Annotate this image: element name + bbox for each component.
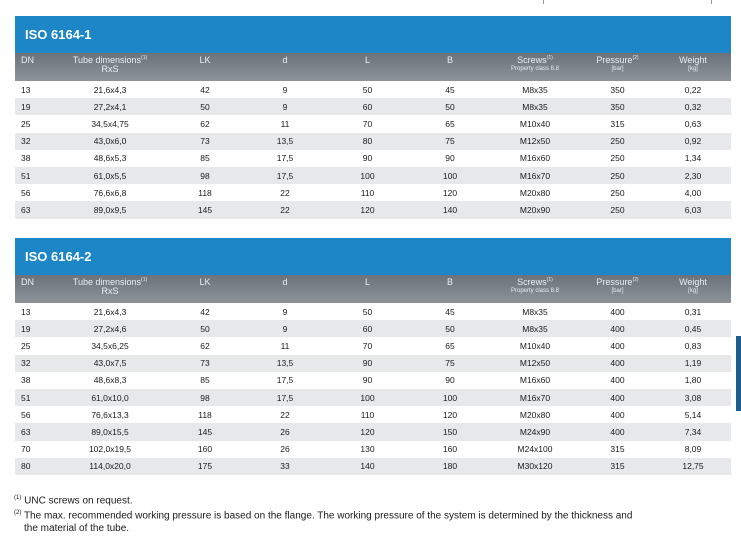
table-cell: 315 xyxy=(610,461,625,472)
table-cell: 61,0x5,5 xyxy=(93,170,127,181)
table-cell: 50 xyxy=(200,101,210,112)
table-cell: 90 xyxy=(362,375,373,386)
table-cell: 50 xyxy=(362,84,373,95)
column-header xyxy=(410,53,490,81)
table-cell: 38 xyxy=(21,375,31,386)
table-cell: 400 xyxy=(610,392,625,403)
table-cell: M24x100 xyxy=(517,444,553,455)
table-cell: 22 xyxy=(280,204,290,215)
top-tick-1 xyxy=(543,0,544,4)
table-cell: 13,5 xyxy=(276,136,294,147)
table-row xyxy=(15,337,731,354)
table-cell: 110 xyxy=(360,187,375,198)
table-cell: 51 xyxy=(21,170,31,181)
table-cell: 400 xyxy=(610,340,625,351)
column-header-unit: Property class 8.8 xyxy=(510,288,560,294)
table-cell: 120 xyxy=(442,187,458,198)
table-cell: M12x50 xyxy=(519,358,551,369)
table-cell: 140 xyxy=(442,204,458,215)
footnote-2-mark: (2) xyxy=(14,510,22,517)
table-row xyxy=(15,406,731,423)
table-cell: 42 xyxy=(200,306,210,317)
column-header-label: Screws xyxy=(517,55,547,65)
table-row xyxy=(15,115,731,132)
table-cell: 13,5 xyxy=(276,358,294,369)
footnote-mark: (2) xyxy=(632,55,639,61)
column-header-label: d xyxy=(282,55,288,65)
table-cell: 118 xyxy=(198,409,212,420)
table-cell: 75 xyxy=(445,358,455,369)
table-cell: 0,63 xyxy=(684,118,702,129)
footnote-2-text: The max. recommended working pressure is based on the flange. The working pressure of the system is determined by the thickness and xyxy=(23,510,633,522)
column-header xyxy=(55,53,165,81)
footnote-1 xyxy=(14,492,729,507)
table-cell: 17,5 xyxy=(276,170,294,181)
table-cell: 315 xyxy=(610,118,625,129)
table-cell: 8,09 xyxy=(684,444,702,455)
column-header xyxy=(15,53,55,81)
table-cell: 175 xyxy=(197,461,213,472)
table-cell: 250 xyxy=(610,170,625,181)
table-cell: 250 xyxy=(610,204,625,215)
table-cell: 70 xyxy=(362,118,373,129)
table-cell: 80 xyxy=(21,461,31,472)
column-header-label: Tube dimensions xyxy=(72,55,142,65)
table-cell: 0,22 xyxy=(684,84,702,95)
table-cell: 33 xyxy=(280,461,290,472)
column-header-unit: Property class 8.8 xyxy=(510,66,560,72)
table-cell: M16x60 xyxy=(519,153,551,164)
table-row xyxy=(15,98,731,115)
table-row xyxy=(15,355,731,372)
column-header-unit: [bar] xyxy=(611,288,624,294)
column-header-unit: [kg] xyxy=(688,288,698,294)
column-header xyxy=(580,53,655,81)
table-cell: 315 xyxy=(610,444,625,455)
column-header-label: B xyxy=(446,55,453,65)
table-cell: 130 xyxy=(360,444,375,455)
spec-table xyxy=(15,275,731,475)
table-cell: 9 xyxy=(282,306,288,317)
table-row xyxy=(15,133,731,150)
table-cell: 42 xyxy=(200,84,210,95)
column-header xyxy=(580,275,655,303)
table-cell: 21,6x4,3 xyxy=(93,84,127,95)
table-cell: 56 xyxy=(21,409,31,420)
table-cell: 63 xyxy=(21,204,31,215)
table-cell: 51 xyxy=(21,392,31,403)
table-cell: 120 xyxy=(360,204,375,215)
table-cell: 400 xyxy=(610,426,625,437)
table-row xyxy=(15,303,731,320)
table-cell: 160 xyxy=(197,444,213,455)
section-title: ISO 6164-1 xyxy=(15,16,731,53)
table-cell: 26 xyxy=(280,426,290,437)
table-cell: 9 xyxy=(282,101,288,112)
table-cell: M8x35 xyxy=(522,101,548,112)
table-cell: 73 xyxy=(200,358,210,369)
table-cell: 12,75 xyxy=(682,461,704,472)
table-cell: 100 xyxy=(360,170,375,181)
table-row xyxy=(15,423,731,440)
table-cell: 89,0x15,5 xyxy=(91,426,129,437)
table-cell: 61,0x10,0 xyxy=(91,392,129,403)
table-row xyxy=(15,184,731,201)
table-cell: 50 xyxy=(200,323,210,334)
table-cell: 9 xyxy=(282,323,288,334)
table-cell: 34,5x6,25 xyxy=(91,340,129,351)
table-cell: 0,92 xyxy=(684,136,702,147)
table-cell: 90 xyxy=(362,153,373,164)
table-cell: 100 xyxy=(442,170,458,181)
table-row xyxy=(15,441,731,458)
table-row xyxy=(15,167,731,184)
table-cell: 62 xyxy=(200,340,210,351)
table-cell: M16x60 xyxy=(519,375,551,386)
table-cell: 17,5 xyxy=(276,375,294,386)
table-cell: M10x40 xyxy=(519,340,551,351)
table-cell: 90 xyxy=(362,358,373,369)
table-cell: M30x120 xyxy=(517,461,553,472)
table-row xyxy=(15,201,731,218)
column-header-label: LK xyxy=(199,277,211,287)
table-cell: 85 xyxy=(200,375,210,386)
table-cell: 45 xyxy=(445,306,455,317)
table-cell: 76,6x13,3 xyxy=(91,409,129,420)
table-cell: 100 xyxy=(360,392,375,403)
table-cell: M8x35 xyxy=(522,84,548,95)
table-cell: M20x90 xyxy=(519,204,551,215)
table-cell: 17,5 xyxy=(276,392,294,403)
footnote-mark: (2) xyxy=(632,277,639,283)
table-cell: 43,0x6,0 xyxy=(93,136,127,147)
column-header-label: d xyxy=(282,277,288,287)
table-cell: M16x70 xyxy=(519,170,551,181)
table-cell: 110 xyxy=(360,409,375,420)
table-cell: 13 xyxy=(21,306,31,317)
column-header xyxy=(15,275,55,303)
table-cell: 120 xyxy=(442,409,458,420)
table-cell: 0,32 xyxy=(684,101,702,112)
footnote-mark: (1) xyxy=(546,277,553,283)
column-header xyxy=(245,275,325,303)
table-cell: 5,14 xyxy=(684,409,702,420)
header-row xyxy=(15,53,731,81)
table-cell: 56 xyxy=(21,187,31,198)
table-cell: 34,5x4,75 xyxy=(91,118,129,129)
column-header-label: Pressure xyxy=(596,55,633,65)
column-header-unit: [kg] xyxy=(688,66,698,72)
table-cell: 45 xyxy=(445,84,455,95)
table-row xyxy=(15,320,731,337)
table-cell: M16x70 xyxy=(519,392,551,403)
table-cell: 27,2x4,1 xyxy=(93,101,127,112)
table-cell: 114,0x20,0 xyxy=(89,461,131,472)
table-cell: 0,45 xyxy=(684,323,702,334)
column-header xyxy=(655,53,731,81)
table-cell: 38 xyxy=(21,153,31,164)
top-tick-2 xyxy=(711,0,712,4)
table-cell: 102,0x19,5 xyxy=(88,444,132,455)
column-header-label: B xyxy=(446,277,453,287)
table-cell: 250 xyxy=(610,136,625,147)
table-cell: 65 xyxy=(445,340,455,351)
spec-table xyxy=(15,53,731,219)
table-cell: 60 xyxy=(362,323,373,334)
table-cell: 1,80 xyxy=(684,375,702,386)
table-cell: 400 xyxy=(610,358,625,369)
table-cell: M8x35 xyxy=(522,306,548,317)
table-cell: 50 xyxy=(362,306,373,317)
table-cell: 145 xyxy=(197,204,213,215)
table-cell: 70 xyxy=(21,444,31,455)
column-header xyxy=(55,275,165,303)
table-cell: 145 xyxy=(197,426,213,437)
footnote-1-mark: (1) xyxy=(14,495,22,501)
table-cell: 76,6x6,8 xyxy=(93,187,127,198)
footnote-2-text-cont: the material of the tube. xyxy=(24,522,130,534)
table-row xyxy=(15,150,731,167)
column-header-label: Weight xyxy=(679,277,707,287)
table-cell: 150 xyxy=(442,426,458,437)
table-cell: 85 xyxy=(200,153,210,164)
column-header xyxy=(165,53,245,81)
table-cell: 63 xyxy=(21,426,31,437)
table-cell: 9 xyxy=(282,84,288,95)
footnote-mark: (1) xyxy=(141,55,148,61)
table-row xyxy=(15,372,731,389)
table-cell: 26 xyxy=(280,444,290,455)
table-cell: 6,03 xyxy=(684,204,702,215)
column-header-label: L xyxy=(364,277,370,287)
table-cell: 62 xyxy=(200,118,210,129)
table-cell: 250 xyxy=(610,153,625,164)
column-header-unit: [bar] xyxy=(611,66,624,72)
column-header xyxy=(245,53,325,81)
table-cell: 21,6x4,3 xyxy=(93,306,127,317)
table-cell: 22 xyxy=(280,187,290,198)
table-cell: 25 xyxy=(21,340,31,351)
column-header-label: Weight xyxy=(679,55,707,65)
table-cell: 48,6x8,3 xyxy=(93,375,127,386)
table-cell: 160 xyxy=(442,444,458,455)
table-cell: 75 xyxy=(445,136,455,147)
table-cell: 11 xyxy=(280,118,290,129)
table-cell: 60 xyxy=(362,101,373,112)
column-header xyxy=(325,53,410,81)
iso-6164-1-section xyxy=(15,16,731,219)
table-cell: 98 xyxy=(200,392,210,403)
column-header-label: Screws xyxy=(517,277,547,287)
column-header xyxy=(655,275,731,303)
column-header-label: Pressure xyxy=(596,277,633,287)
table-cell: 19 xyxy=(21,101,31,112)
footnote-2 xyxy=(14,507,729,534)
table-cell: 400 xyxy=(610,375,625,386)
table-cell: 3,08 xyxy=(684,392,702,403)
column-header xyxy=(165,275,245,303)
table-cell: 17,5 xyxy=(276,153,294,164)
table-cell: 400 xyxy=(610,323,625,334)
iso-6164-2-section xyxy=(15,238,731,475)
table-cell: M24x90 xyxy=(519,426,551,437)
table-cell: 7,34 xyxy=(684,426,702,437)
table-cell: 4,00 xyxy=(684,187,702,198)
table-cell: 118 xyxy=(198,187,212,198)
table-cell: 22 xyxy=(280,409,290,420)
table-cell: 98 xyxy=(200,170,210,181)
table-cell: M8x35 xyxy=(522,323,548,334)
table-cell: 0,31 xyxy=(684,306,702,317)
footnote-mark: (1) xyxy=(141,277,148,283)
table-row xyxy=(15,389,731,406)
footnotes xyxy=(14,492,729,535)
table-cell: 180 xyxy=(442,461,458,472)
table-cell: 0,83 xyxy=(684,340,702,351)
table-cell: 73 xyxy=(200,136,210,147)
column-header xyxy=(490,275,580,303)
table-cell: 70 xyxy=(362,340,373,351)
table-cell: 50 xyxy=(445,101,455,112)
column-header-label: Tube dimensions xyxy=(72,277,142,287)
column-header-label: L xyxy=(364,55,370,65)
table-cell: 250 xyxy=(610,187,625,198)
column-header-label: DN xyxy=(21,55,34,65)
footnote-mark: (1) xyxy=(546,55,553,61)
table-cell: 25 xyxy=(21,118,31,129)
footnote-1-text: UNC screws on request. xyxy=(24,495,133,507)
table-cell: M12x50 xyxy=(519,136,551,147)
table-cell: 120 xyxy=(360,426,375,437)
table-cell: M10x40 xyxy=(519,118,551,129)
table-cell: 48,6x5,3 xyxy=(93,153,127,164)
table-cell: 43,0x7,5 xyxy=(93,358,127,369)
header-row xyxy=(15,275,731,303)
table-cell: 350 xyxy=(610,101,625,112)
table-cell: 89,0x9,5 xyxy=(93,204,127,215)
table-row xyxy=(15,458,731,475)
column-header-unit: RxS xyxy=(101,64,119,74)
table-cell: 400 xyxy=(610,306,625,317)
table-cell: 32 xyxy=(21,358,31,369)
page-edge-tab xyxy=(736,336,741,411)
table-cell: 13 xyxy=(21,84,31,95)
table-cell: 1,34 xyxy=(684,153,702,164)
table-cell: 27,2x4,6 xyxy=(93,323,127,334)
column-header-unit: RxS xyxy=(101,286,119,296)
column-header xyxy=(490,53,580,81)
table-cell: 100 xyxy=(442,392,458,403)
table-cell: 90 xyxy=(445,375,455,386)
table-cell: 350 xyxy=(610,84,625,95)
table-cell: 11 xyxy=(280,340,290,351)
column-header-label: LK xyxy=(199,55,211,65)
column-header-label: DN xyxy=(21,277,34,287)
table-cell: 32 xyxy=(21,136,31,147)
section-title: ISO 6164-2 xyxy=(15,238,731,275)
table-cell: 19 xyxy=(21,323,31,334)
table-cell: M20x80 xyxy=(519,409,551,420)
table-cell: 80 xyxy=(362,136,373,147)
table-cell: M20x80 xyxy=(519,187,551,198)
table-cell: 90 xyxy=(445,153,455,164)
table-cell: 65 xyxy=(445,118,455,129)
table-cell: 2,30 xyxy=(684,170,702,181)
table-cell: 400 xyxy=(610,409,625,420)
table-cell: 1,19 xyxy=(684,358,702,369)
column-header xyxy=(410,275,490,303)
table-cell: 140 xyxy=(360,461,375,472)
column-header xyxy=(325,275,410,303)
table-row xyxy=(15,81,731,98)
table-cell: 50 xyxy=(445,323,455,334)
